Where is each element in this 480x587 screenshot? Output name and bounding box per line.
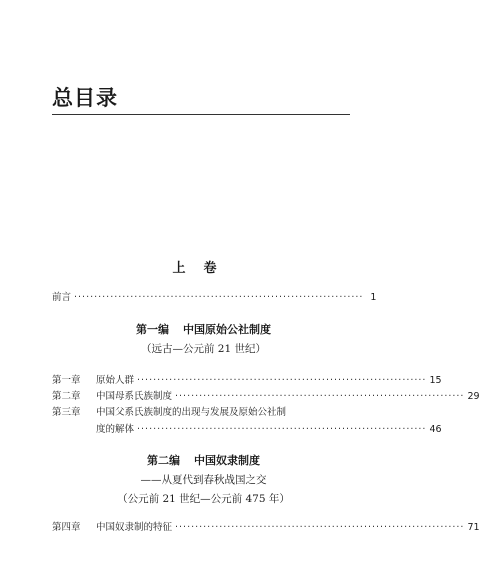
- part1-heading: [0, 322, 407, 338]
- part2-period: （公元前 21 世纪—公元前 475 年）: [117, 493, 290, 505]
- part1-name: 中国原始公社制度: [183, 323, 271, 336]
- title-rule: [52, 114, 350, 115]
- chapter-number: 第三章: [52, 407, 81, 418]
- chapter-number: 第四章: [52, 522, 81, 533]
- part2-name: 中国奴隶制度: [194, 454, 260, 467]
- toc-page-number: 15: [429, 375, 442, 386]
- part1-period: （远古—公元前 21 世纪）: [140, 343, 267, 355]
- toc-entry-chapter1[interactable]: [52, 373, 442, 389]
- toc-entry-chapter3-continued[interactable]: [96, 422, 442, 438]
- chapter-title: 中国奴隶制的特征: [96, 522, 173, 533]
- part2-heading: [0, 453, 407, 469]
- chapter-number: 第二章: [52, 391, 81, 402]
- part2-subtitle: ——从夏代到春秋战国之交: [140, 474, 267, 486]
- chapter-number: 第一章: [52, 375, 81, 386]
- chapter-title: 中国父系氏族制度的出现与发展及原始公社制: [96, 407, 287, 418]
- leader-dots: ········································································: [74, 292, 364, 303]
- leader-dots: ········································································: [175, 522, 465, 533]
- toc-entry-chapter2[interactable]: [52, 389, 480, 405]
- toc-entry-label: 前言: [52, 292, 72, 303]
- toc-entry-chapter3[interactable]: [52, 405, 350, 421]
- chapter-title: 中国母系氏族制度: [96, 391, 173, 402]
- volume-heading: 上卷: [172, 261, 235, 276]
- chapter-title-continued: 度的解体: [96, 424, 135, 435]
- leader-dots: ········································································: [137, 375, 427, 386]
- toc-entry-preface[interactable]: [52, 290, 377, 306]
- toc-entry-chapter4[interactable]: [52, 520, 480, 536]
- toc-page-number: 29: [467, 391, 480, 402]
- part1-label: 第一编: [136, 323, 169, 336]
- page-title: 总目录: [52, 86, 118, 110]
- toc-page-number: 1: [370, 292, 377, 303]
- leader-dots: ········································································: [137, 424, 427, 435]
- chapter-title: 原始人群: [96, 375, 135, 386]
- toc-page-number: 46: [429, 424, 442, 435]
- toc-page-number: 71: [467, 522, 480, 533]
- leader-dots: ········································································: [175, 391, 465, 402]
- part2-label: 第二编: [147, 454, 180, 467]
